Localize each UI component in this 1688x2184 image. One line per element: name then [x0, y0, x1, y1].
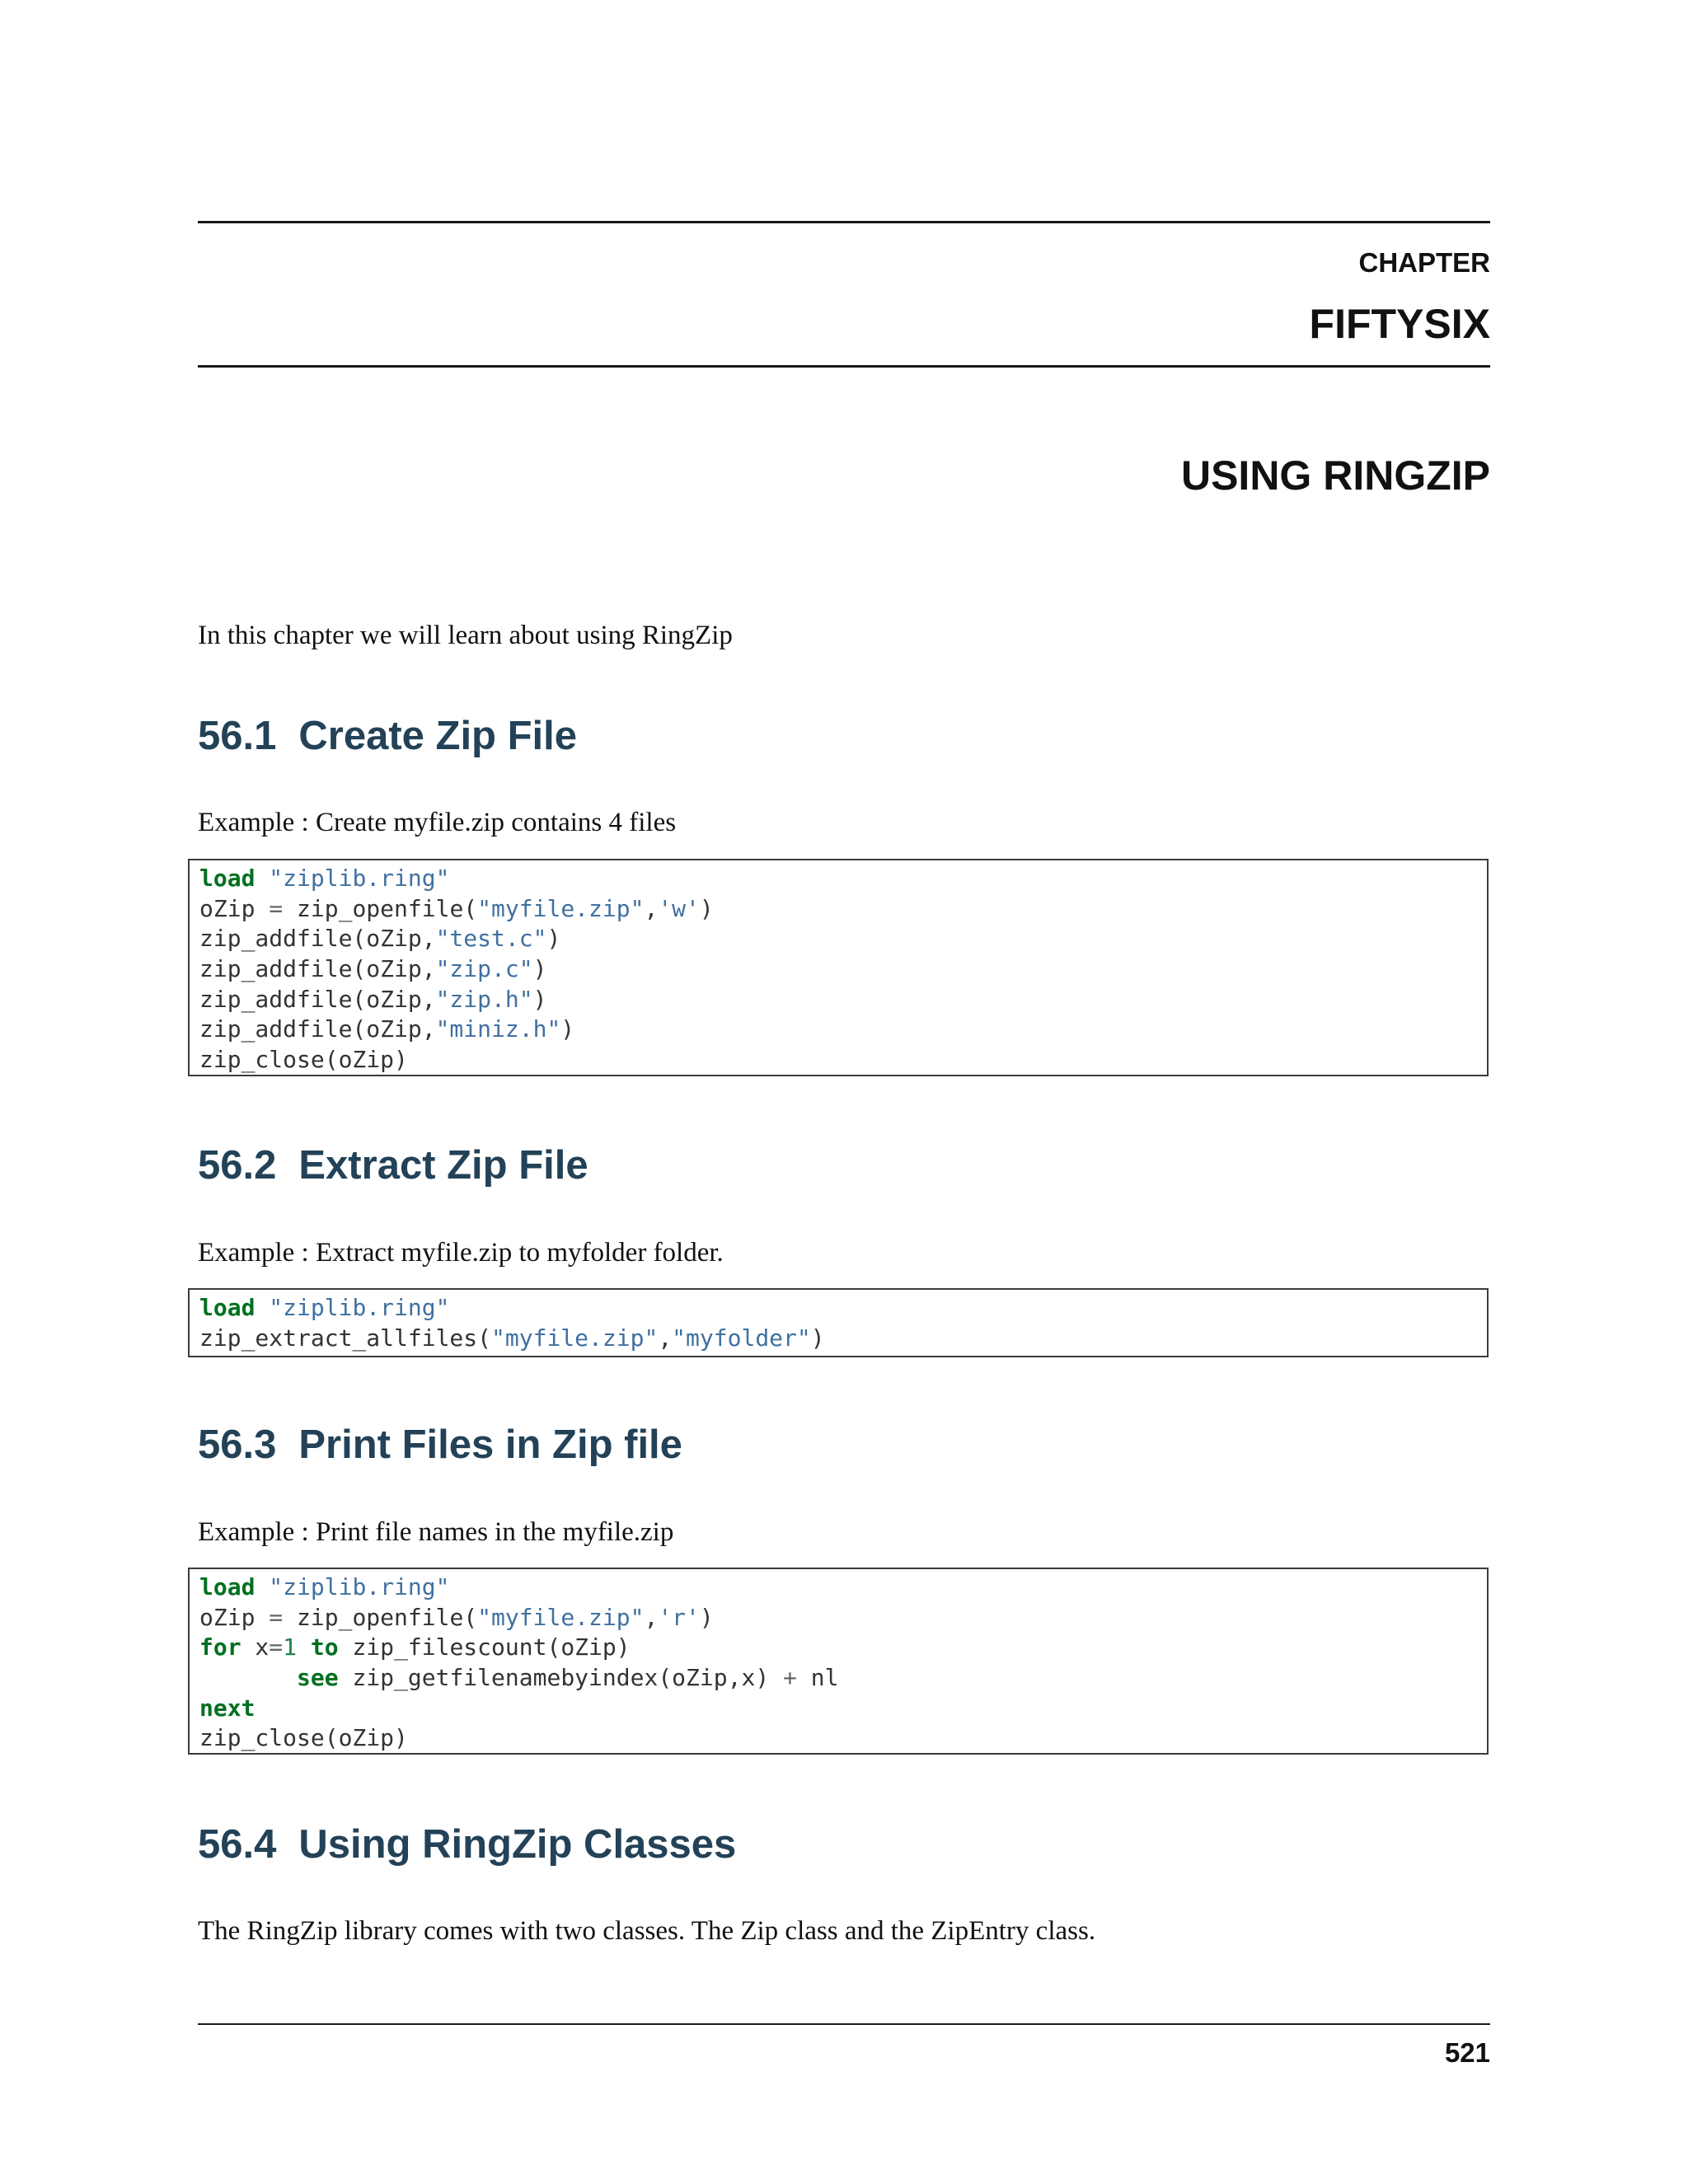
code-token: ) [560, 1015, 575, 1043]
section-number: 56.2 [198, 1143, 277, 1188]
code-token: zip_getfilenamebyindex(oZip,x) [338, 1664, 784, 1692]
code-token: oZip [199, 894, 270, 922]
code-token: to [310, 1633, 339, 1661]
code-token: "miniz.h" [435, 1015, 561, 1043]
code-token: next [199, 1694, 256, 1722]
section-title: Print Files in Zip file [298, 1422, 682, 1467]
code-token: ) [699, 1603, 714, 1631]
code-token [297, 1633, 311, 1661]
document-page [198, 0, 1490, 2184]
page-number: 521 [1444, 2037, 1490, 2068]
code-token: "ziplib.ring" [269, 1294, 450, 1321]
code-token: for [199, 1633, 241, 1661]
code-token: zip_close(oZip) [199, 1046, 408, 1074]
code-line [199, 1572, 1487, 1603]
code-token: = [269, 1603, 284, 1631]
code-line [199, 1723, 1487, 1754]
code-token: "myfile.zip" [477, 894, 645, 922]
code-line [199, 1663, 1487, 1694]
code-line [199, 1045, 1487, 1076]
code-token: zip_addfile(oZip, [199, 955, 436, 983]
code-block [188, 1288, 1489, 1357]
code-token: load [199, 865, 256, 892]
code-token: "ziplib.ring" [269, 865, 450, 892]
code-token: see [297, 1664, 339, 1692]
code-token: , [658, 1324, 673, 1352]
code-token: zip_filescount(oZip) [338, 1633, 631, 1661]
code-line [199, 1603, 1487, 1633]
section-title: Create Zip File [298, 714, 578, 758]
code-token: ) [546, 925, 561, 953]
code-token: oZip [199, 1603, 270, 1631]
chapter-label: CHAPTER [1358, 247, 1490, 278]
code-token: ) [699, 894, 714, 922]
section-paragraph: Example : Create myfile.zip contains 4 files [198, 808, 677, 837]
code-token: ) [532, 955, 547, 983]
code-token: zip_close(oZip) [199, 1724, 408, 1752]
code-token: zip_openfile( [283, 1603, 478, 1631]
code-block [188, 859, 1489, 1076]
code-token: "myfile.zip" [477, 1603, 645, 1631]
code-line [199, 864, 1487, 894]
code-token: "test.c" [435, 925, 547, 953]
chapter-bottom-rule [198, 365, 1490, 368]
section-paragraph: Example : Print file names in the myfile.zip [198, 1517, 674, 1547]
section-heading-ringzip-classes [198, 1821, 736, 1868]
code-token: = [269, 894, 284, 922]
code-line [199, 894, 1487, 925]
section-heading-print-files [198, 1422, 682, 1468]
code-token: , [644, 894, 659, 922]
code-token: zip_openfile( [283, 894, 478, 922]
code-token: + [783, 1664, 797, 1692]
section-heading-create-zip [198, 713, 577, 759]
section-number: 56.4 [198, 1822, 277, 1867]
intro-paragraph: In this chapter we will learn about using RingZip [198, 621, 733, 650]
code-token: load [199, 1573, 256, 1601]
code-block [188, 1568, 1489, 1755]
code-token: "zip.h" [435, 985, 533, 1013]
code-line [199, 1015, 1487, 1045]
section-title: Extract Zip File [298, 1143, 588, 1188]
section-heading-extract-zip [198, 1142, 588, 1188]
code-token: 1 [283, 1633, 298, 1661]
section-paragraph: Example : Extract myfile.zip to myfolder folder. [198, 1238, 724, 1268]
code-token: x [241, 1633, 270, 1661]
code-token: 'r' [658, 1603, 700, 1631]
code-line [199, 1324, 1487, 1354]
code-token: , [644, 1603, 659, 1631]
code-token: zip_addfile(oZip, [199, 985, 436, 1013]
footer-rule [198, 2023, 1490, 2025]
code-token: "myfile.zip" [491, 1324, 659, 1352]
code-token [255, 1573, 269, 1601]
code-token: ) [810, 1324, 825, 1352]
code-token [255, 1294, 269, 1321]
code-token: zip_addfile(oZip, [199, 1015, 436, 1043]
chapter-top-rule [198, 221, 1490, 223]
section-paragraph: The RingZip library comes with two classes. The Zip class and the ZipEntry class. [198, 1916, 1096, 1946]
code-token: "myfolder" [672, 1324, 811, 1352]
code-line [199, 1633, 1487, 1663]
code-token: "ziplib.ring" [269, 1573, 450, 1601]
code-token: "zip.c" [435, 955, 533, 983]
code-line [199, 924, 1487, 954]
chapter-number: FIFTYSIX [1309, 301, 1490, 347]
code-token [255, 865, 269, 892]
code-token: zip_extract_allfiles( [199, 1324, 492, 1352]
code-token: zip_addfile(oZip, [199, 925, 436, 953]
code-line [199, 954, 1487, 985]
code-token: nl [796, 1664, 839, 1692]
code-line [199, 985, 1487, 1015]
code-line [199, 1694, 1487, 1724]
code-line [199, 1293, 1487, 1324]
code-token [199, 1664, 297, 1691]
code-token: ) [532, 985, 547, 1013]
chapter-title: USING RINGZIP [1180, 452, 1490, 499]
section-title: Using RingZip Classes [298, 1822, 737, 1867]
code-token: = [269, 1633, 284, 1661]
code-token: 'w' [658, 894, 700, 922]
section-number: 56.1 [198, 714, 277, 758]
code-token: load [199, 1294, 256, 1321]
section-number: 56.3 [198, 1422, 277, 1467]
